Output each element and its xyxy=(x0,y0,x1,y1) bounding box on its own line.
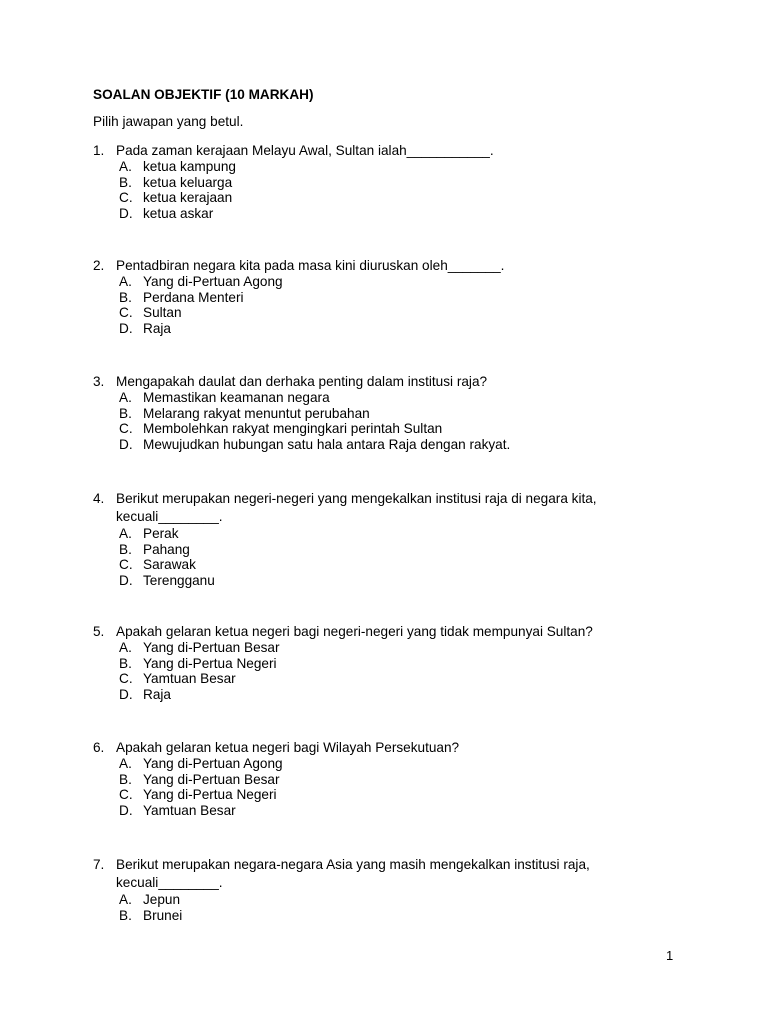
option-letter: D. xyxy=(119,572,133,588)
option-letter: B. xyxy=(119,771,132,787)
option-letter: C. xyxy=(119,305,133,321)
option-text: Perdana Menteri xyxy=(143,289,244,305)
option-text: Yang di-Pertua Negeri xyxy=(143,655,277,671)
question-number: 2. xyxy=(93,258,105,273)
question-6 xyxy=(93,739,653,818)
option-text: ketua askar xyxy=(143,205,214,221)
option-d xyxy=(119,803,653,819)
answer-options xyxy=(119,274,653,336)
option-letter: B. xyxy=(119,907,132,923)
option-text: Yang di-Pertua Negeri xyxy=(143,787,277,803)
option-d xyxy=(119,437,653,453)
option-text: Sultan xyxy=(143,305,182,321)
answer-options xyxy=(119,640,653,702)
option-text: ketua keluarga xyxy=(143,174,233,190)
option-text: Yang di-Pertuan Besar xyxy=(143,771,280,787)
option-b xyxy=(119,290,653,306)
option-text: Brunei xyxy=(143,907,183,923)
option-letter: D. xyxy=(119,686,133,702)
option-letter: A. xyxy=(119,640,132,655)
question-4 xyxy=(93,490,653,588)
option-text: Membolehkan rakyat mengingkari perintah Sultan xyxy=(143,421,443,437)
question-3 xyxy=(93,373,653,452)
question-number: 7. xyxy=(93,857,105,872)
option-letter: C. xyxy=(119,190,133,206)
answer-options xyxy=(119,390,653,452)
option-a xyxy=(119,756,653,772)
option-text: Yang di-Pertuan Agong xyxy=(143,274,283,289)
option-letter: D. xyxy=(119,436,133,452)
option-letter: A. xyxy=(119,159,132,174)
page-number: 1 xyxy=(666,948,674,963)
option-text: Raja xyxy=(143,320,171,336)
option-a xyxy=(119,159,653,175)
option-text: ketua kerajaan xyxy=(143,190,233,206)
option-letter: B. xyxy=(119,541,132,557)
option-c xyxy=(119,671,653,687)
option-text: ketua kampung xyxy=(143,159,236,174)
question-7 xyxy=(93,856,653,923)
option-text: Mewujudkan hubungan satu hala antara Raja dengan rakyat. xyxy=(143,436,511,452)
question-text: Apakah gelaran ketua negeri bagi Wilayah Persekutuan? xyxy=(116,740,460,755)
option-letter: D. xyxy=(119,802,133,818)
answer-options xyxy=(119,159,653,221)
option-b xyxy=(119,175,653,191)
question-text: Pada zaman kerajaan Melayu Awal, Sultan ialah___________. xyxy=(116,143,494,158)
option-letter: C. xyxy=(119,557,133,573)
option-a xyxy=(119,274,653,290)
option-text: Raja xyxy=(143,686,171,702)
question-number: 5. xyxy=(93,624,105,639)
answer-options xyxy=(119,756,653,818)
option-a xyxy=(119,526,653,542)
option-c xyxy=(119,787,653,803)
option-text: Yang di-Pertuan Agong xyxy=(143,756,283,771)
instruction-text: Pilih jawapan yang betul. xyxy=(93,114,244,129)
option-a xyxy=(119,390,653,406)
option-b xyxy=(119,656,653,672)
option-d xyxy=(119,206,653,222)
question-text: Pentadbiran negara kita pada masa kini diuruskan oleh_______. xyxy=(116,258,505,273)
option-text: Perak xyxy=(143,526,179,541)
option-text: Sarawak xyxy=(143,557,196,573)
question-text: Mengapakah daulat dan derhaka penting dalam institusi raja? xyxy=(116,374,488,389)
question-number: 1. xyxy=(93,143,105,158)
option-letter: A. xyxy=(119,274,132,289)
question-number: 6. xyxy=(93,740,105,755)
option-text: Memastikan keamanan negara xyxy=(143,390,330,405)
option-letter: A. xyxy=(119,756,132,771)
option-text: Pahang xyxy=(143,541,190,557)
option-c xyxy=(119,190,653,206)
option-letter: C. xyxy=(119,671,133,687)
question-number: 3. xyxy=(93,374,105,389)
page-heading: SOALAN OBJEKTIF (10 MARKAH) xyxy=(93,87,314,102)
option-letter: D. xyxy=(119,320,133,336)
option-d xyxy=(119,687,653,703)
option-d xyxy=(119,321,653,337)
question-1 xyxy=(93,142,653,221)
option-text: Terengganu xyxy=(143,572,215,588)
option-b xyxy=(119,542,653,558)
answer-options xyxy=(119,526,653,588)
option-letter: B. xyxy=(119,174,132,190)
option-c xyxy=(119,305,653,321)
option-c xyxy=(119,557,653,573)
option-letter: A. xyxy=(119,390,132,405)
option-letter: C. xyxy=(119,421,133,437)
question-text: Berikut merupakan negara-negara Asia yang masih mengekalkan institusi raja, kecuali________. xyxy=(116,857,590,890)
option-letter: A. xyxy=(119,892,132,907)
option-text: Yang di-Pertuan Besar xyxy=(143,640,280,655)
question-5 xyxy=(93,623,653,702)
option-c xyxy=(119,421,653,437)
option-d xyxy=(119,573,653,589)
option-letter: B. xyxy=(119,655,132,671)
option-a xyxy=(119,892,653,908)
question-number: 4. xyxy=(93,491,105,506)
option-text: Yamtuan Besar xyxy=(143,802,236,818)
option-letter: A. xyxy=(119,526,132,541)
option-text: Jepun xyxy=(143,892,181,907)
question-text: Berikut merupakan negeri-negeri yang mengekalkan institusi raja di negara kita, kecuali________. xyxy=(116,491,597,524)
option-a xyxy=(119,640,653,656)
question-text: Apakah gelaran ketua negeri bagi negeri-negeri yang tidak mempunyai Sultan? xyxy=(116,624,593,639)
question-2 xyxy=(93,257,653,336)
option-letter: B. xyxy=(119,405,132,421)
option-text: Yamtuan Besar xyxy=(143,671,236,687)
option-letter: D. xyxy=(119,205,133,221)
option-b xyxy=(119,908,653,924)
option-letter: C. xyxy=(119,787,133,803)
option-b xyxy=(119,406,653,422)
option-text: Melarang rakyat menuntut perubahan xyxy=(143,405,370,421)
answer-options xyxy=(119,892,653,923)
option-b xyxy=(119,772,653,788)
option-letter: B. xyxy=(119,289,132,305)
